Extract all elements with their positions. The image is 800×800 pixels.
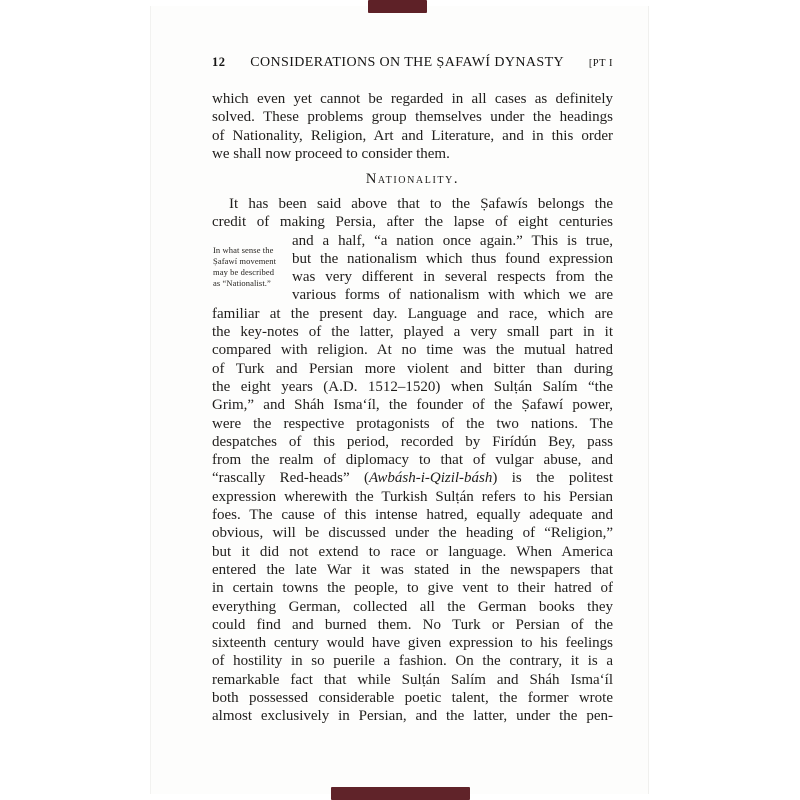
text-line: we shall now proceed to consider them. <box>212 145 450 162</box>
text-line: In what sense the <box>213 244 274 255</box>
part-signature: [PT I <box>588 58 613 69</box>
paragraph-continuation <box>212 305 613 726</box>
text-line: entered the late War it was stated in the newspapers that <box>212 561 613 578</box>
text-line: the eight years (A.D. 1512–1520) when Sulṭán Salím “the <box>212 378 613 395</box>
text-line: from the realm of diplomacy to that of vulgar abuse, and <box>212 452 613 469</box>
text-line: obvious, will be discussed under the heading of “Religion,” <box>212 525 613 542</box>
running-header <box>212 55 613 71</box>
text-line: the key-notes of the latter, played a very small part in it <box>212 324 613 341</box>
text-line: “rascally Red-heads” (Awbásh-i-Qizil-básh) is the politest <box>212 470 613 487</box>
margin-note <box>213 245 290 290</box>
text-line: Ṣafawí movement <box>213 255 277 266</box>
text-line: compared with religion. At no time was the mutual hatred <box>212 342 613 359</box>
text-line: expression wherewith the Turkish Sulṭán refers to his Persian <box>212 488 613 505</box>
text-line: which even yet cannot be regarded in all cases as definitely <box>212 91 613 107</box>
text-line: could find and burned them. No Turk or Persian of the <box>212 616 613 633</box>
intro-paragraph <box>212 90 613 163</box>
text-line: foes. The cause of this intense hatred, equally adequate and <box>212 507 613 524</box>
text-line: Grim,” and Sháh Isma‘íl, the founder of the Ṣafawí power, <box>212 397 613 414</box>
text-line: and a half, “a nation once again.” This is true, <box>292 232 613 249</box>
body-paragraph <box>212 195 613 726</box>
page-number: 12 <box>212 55 226 69</box>
scan-artifact-bottom-bar <box>331 787 470 800</box>
section-heading: Nationality. <box>365 171 460 187</box>
text-line: everything German, collected all the German books they <box>212 598 613 615</box>
paragraph-opening <box>212 195 613 232</box>
text-line: of Nationality, Religion, Art and Literature, and in this order <box>212 127 613 144</box>
text-line: almost exclusively in Persian, and the latter, under the pen- <box>212 708 613 725</box>
text-line: sixteenth century would have given expression to his feelings <box>212 635 613 652</box>
text-line: credit of making Persia, after the lapse of eight centuries <box>212 214 613 231</box>
text-line: as “Nationalist.” <box>213 278 271 289</box>
text-line: of Turk and Persian more violent and bitter than during <box>212 360 613 377</box>
text-line: were the respective protagonists of the two nations. The <box>212 415 613 432</box>
text-line: It has been said above that to the Ṣafawís belongs the <box>229 196 613 212</box>
text-line: familiar at the present day. Language and race, which are <box>212 305 613 322</box>
paragraph-beside-note <box>212 232 613 305</box>
text-line: but the nationalism which thus found expression <box>292 250 613 267</box>
text-line: remarkable fact that while Sulṭán Salím and Sháh Isma‘íl <box>212 671 613 688</box>
text-line: of hostility in so puerile a fashion. On the contrary, it is a <box>212 653 613 670</box>
text-line: solved. These problems group themselves under the headings <box>212 109 613 126</box>
text-line: was very different in several respects from the <box>292 269 613 286</box>
scan-artifact-top-bar <box>368 0 427 13</box>
text-line: in certain towns the people, to give vent to their hatred of <box>212 580 613 597</box>
text-line: various forms of nationalism with which we are <box>292 287 613 304</box>
text-line: both possessed considerable poetic talent, the former wrote <box>212 690 613 707</box>
text-line: despatches of this period, recorded by Firídún Bey, pass <box>212 433 613 450</box>
text-line: but it did not extend to race or language. When America <box>212 543 613 560</box>
text-line: may be described <box>213 267 275 277</box>
running-title: CONSIDERATIONS ON THE ṢAFAWÍ DYNASTY <box>250 55 565 70</box>
